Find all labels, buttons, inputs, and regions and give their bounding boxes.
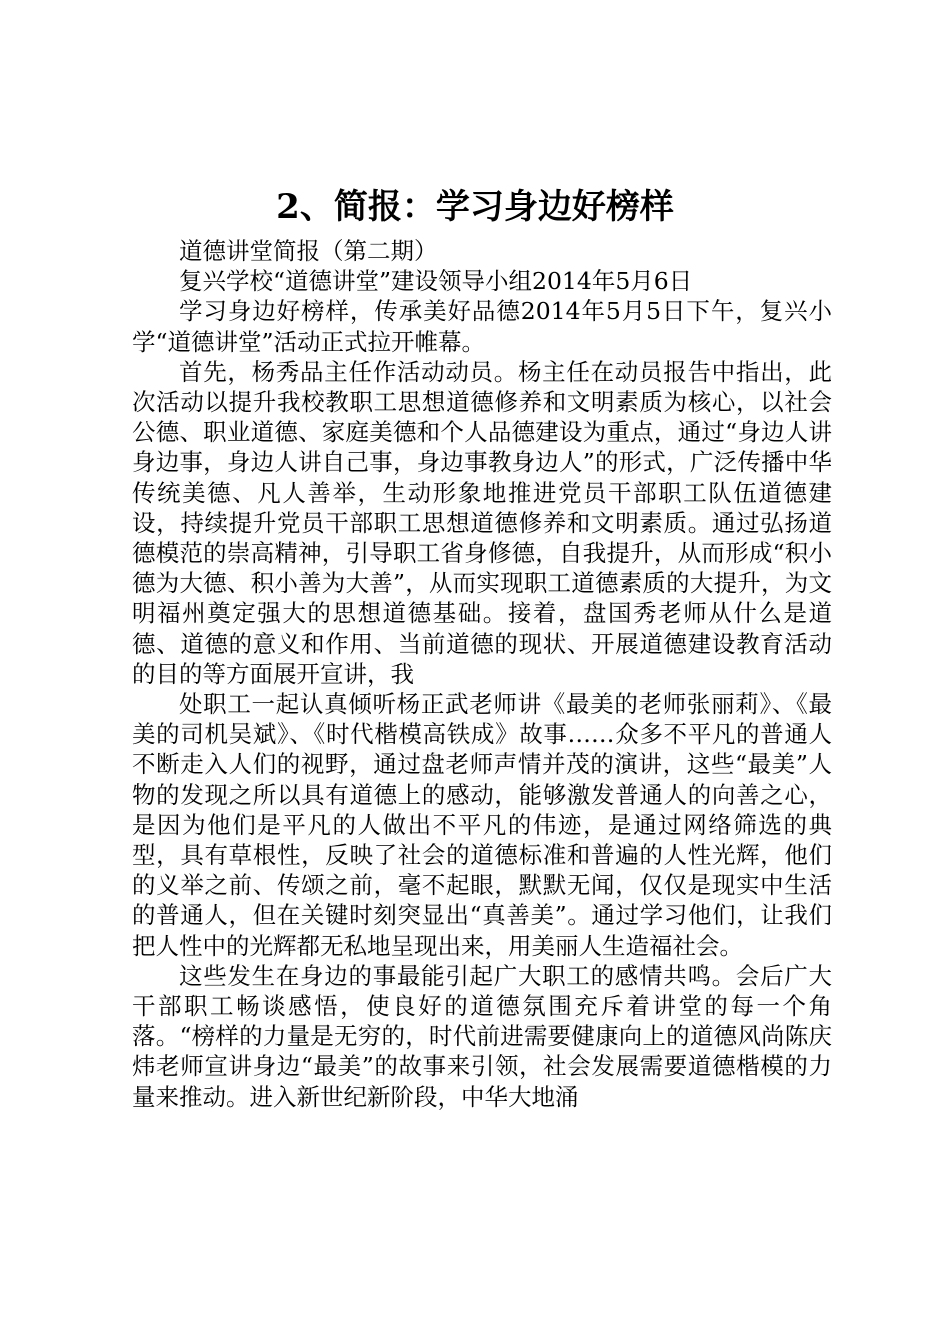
document-body	[132, 236, 832, 1112]
paragraph-stories: 处职工一起认真倾听杨正武老师讲《最美的老师张丽莉》、《最美的司机吴斌》、《时代楷模高铁成》故事……众多不平凡的普通人不断走入人们的视野，通过盘老师声情并茂的演讲，这些“最美”人物的发现之所以具有道德上的感动，能够激发普通人的向善之心，是因为他们是平凡的人做出不平凡的伟迹，是通过网络筛选的典型，具有草根性，反映了社会的道德标准和普遍的人性光辉，他们的义举之前、传颂之前，毫不起眼，默默无闻，仅仅是现实中生活的普通人，但在关键时刻突显出“真善美”。通过学习他们，让我们把人性中的光辉都无私地呈现出来，用美丽人生造福社会。	[132, 690, 832, 960]
paragraph-newsletter-issue: 道德讲堂简报（第二期）	[179, 237, 438, 265]
paragraph-mobilization: 首先，杨秀品主任作活动动员。杨主任在动员报告中指出，此次活动以提升我校教职工思想道德修养和文明素质为核心，以社会公德、职业道德、家庭美德和个人品德建设为重点，通过“身边人讲身边事，身边人讲自己事，身边事教身边人”的形式，广泛传播中华传统美德、凡人善举，生动形象地推进党员干部职工队伍道德建设，持续提升党员干部职工思想道德修养和文明素质。通过弘扬道德模范的崇高精神，引导职工省身修德，自我提升，从而形成“积小德为大德、积小善为大善”，从而实现职工道德素质的大提升，为文明福州奠定强大的思想道德基础。接着，盘国秀老师从什么是道德、道德的意义和作用、当前道德的现状、开展道德建设教育活动的目的等方面展开宣讲，我	[132, 357, 832, 688]
paragraph-resonance: 这些发生在身边的事最能引起广大职工的感情共鸣。会后广大干部职工畅谈感悟，使良好的道德氛围充斥着讲堂的每一个角落。“榜样的力量是无穷的，时代前进需要健康向上的道德风尚陈庆炜老师宣讲身边“最美”的故事来引领，社会发展需要道德楷模的力量来推动。进入新世纪新阶段，中华大地涌	[132, 961, 832, 1111]
document-title: 2、简报：学习身边好榜样	[276, 187, 674, 227]
paragraph-issuer-date: 复兴学校“道德讲堂”建设领导小组2014年5月6日	[179, 267, 693, 296]
paragraph-intro: 学习身边好榜样，传承美好品德2014年5月5日下午，复兴小学“道德讲堂”活动正式拉开帷幕。	[132, 297, 832, 356]
